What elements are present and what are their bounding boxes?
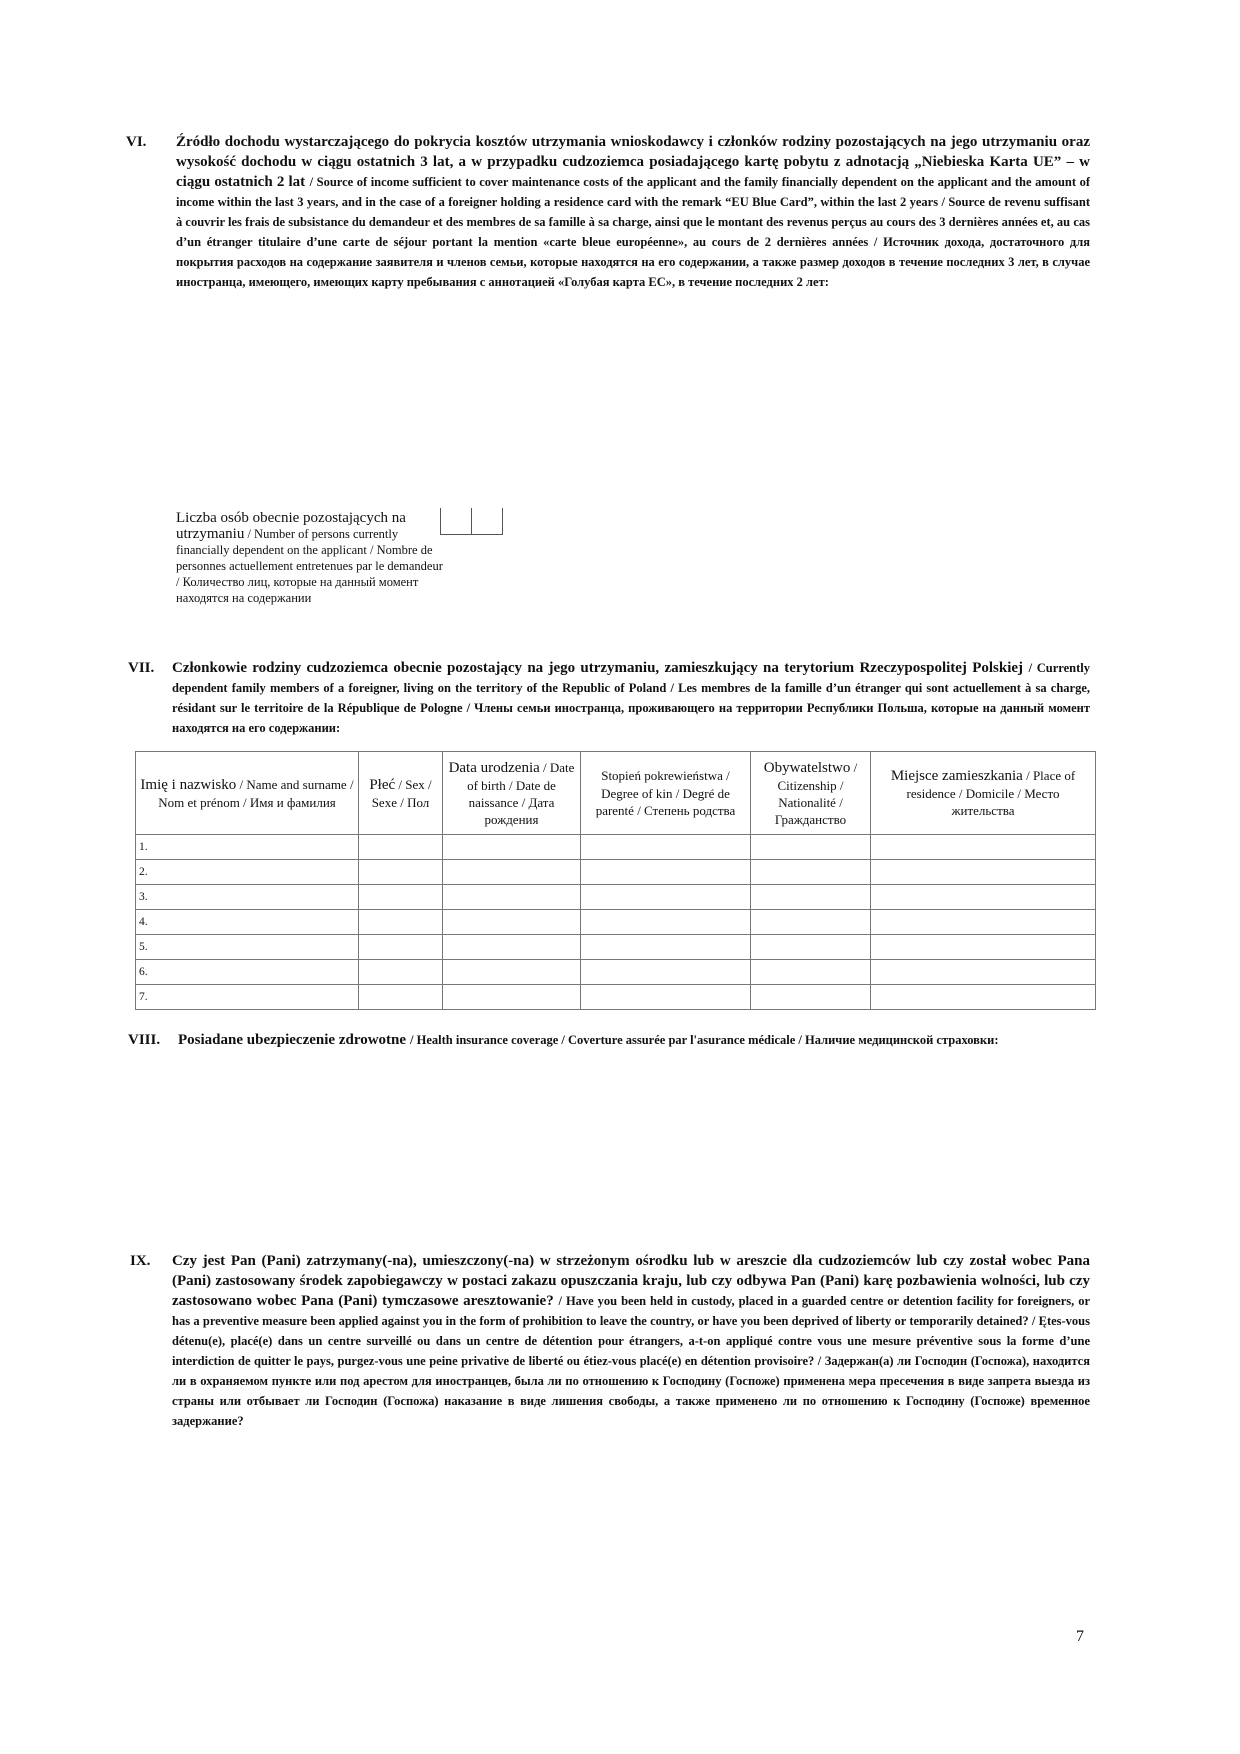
section-title-pl: Posiadane ubezpieczenie zdrowotne xyxy=(178,1032,407,1048)
section-title-translations: / Have you been held in custody, placed in a guarded centre or detention facility for foreigners, or has a preventive measure been applied against you in the form of prohibition to leave the country, or have you been deprived of liberty or temporarily detained? / Ętes-vous détenu(e), placé(e) dans un centre surveillé ou dans un centre de détention pour étrangers, a-t-on appliqué contre vous une mesure préventive sous la forme d’une interdiction de quitter le pays, purgez-vous une peine privative de liberté ou étiez-vous placé(e) en détention provisoire? / Задержан(а) ли Господин (Госпожа), находится ли в охраняемом пункте или под арестом для иностранцев, была ли по отношению к Господину (Госпоже) применена мера пресечения в виде запрета выезда из страны или отбывает ли Господин (Госпожа) наказание в виде лишения свободы, а также применено ли по отношению к Господину (Госпоже) временное задержание? xyxy=(172,1294,1090,1428)
row-number-cell[interactable]: 1. xyxy=(136,835,359,860)
table-cell[interactable] xyxy=(751,985,871,1010)
persons-count-label xyxy=(176,510,446,606)
digit-box[interactable] xyxy=(471,508,502,534)
table-cell[interactable] xyxy=(359,885,443,910)
section-ix xyxy=(130,1251,1090,1431)
table-cell[interactable] xyxy=(443,960,581,985)
row-number-cell[interactable]: 4. xyxy=(136,910,359,935)
table-cell[interactable] xyxy=(871,935,1096,960)
table-cell[interactable] xyxy=(581,885,751,910)
table-cell[interactable] xyxy=(581,935,751,960)
section-title-translations: / Health insurance coverage / Coverture assurée par l'asurance médicale / Наличие медицинской страховки: xyxy=(410,1033,999,1047)
section-viii-text xyxy=(178,1030,1090,1050)
table-cell[interactable] xyxy=(751,885,871,910)
family-members-table xyxy=(135,751,1096,1010)
table-cell[interactable] xyxy=(751,935,871,960)
table-cell[interactable] xyxy=(751,835,871,860)
section-number: VII. xyxy=(128,660,155,676)
table-cell[interactable] xyxy=(581,835,751,860)
header-date-of-birth: Data urodzenia / Date of birth / Date de naissance / Дата рождения xyxy=(443,752,581,835)
table-cell[interactable] xyxy=(581,860,751,885)
table-cell[interactable] xyxy=(581,960,751,985)
section-vii xyxy=(130,658,1090,738)
table-row xyxy=(136,935,1096,960)
table-cell[interactable] xyxy=(443,985,581,1010)
table-cell[interactable] xyxy=(751,960,871,985)
header-name: Imię i nazwisko / Name and surname / Nom et prénom / Имя и фамилия xyxy=(136,752,359,835)
table-cell[interactable] xyxy=(871,985,1096,1010)
row-number-cell[interactable]: 3. xyxy=(136,885,359,910)
section-title-translations: / Source of income sufficient to cover maintenance costs of the applicant and the family financially dependent on the applicant and the amount of income within the last 3 years, and in the case of a foreigner holding a residence card with the remark “EU Blue Card”, within the last 2 years / Source de revenu suffisant à couvrir les frais de subsistance du demandeur et des membres de sa famille à sa charge, ainsi que le montant des revenus perçus au cours des 3 dernières années et, au cas d’un étranger titulaire d’une carte de séjour portant la mention «carte bleue européenne», au cours de 2 dernières années / Источник дохода, достаточного для покрытия расходов на содержание заявителя и членов семьи, которые находятся на его содержании, а также размер доходов в течение последних 3 лет, в случае иностранца, имеющего, имеющих карту пребывания с аннотацией «Голубая карта ЕС», в течение последних 2 лет: xyxy=(176,175,1091,289)
section-ix-text xyxy=(172,1251,1090,1431)
table-cell[interactable] xyxy=(871,860,1096,885)
row-number-cell[interactable]: 5. xyxy=(136,935,359,960)
table-cell[interactable] xyxy=(443,910,581,935)
row-number-cell[interactable]: 6. xyxy=(136,960,359,985)
section-vi-text xyxy=(176,132,1090,292)
section-number: VIII. xyxy=(128,1032,161,1048)
header-sex: Płeć / Sex / Sexe / Пол xyxy=(359,752,443,835)
table-cell[interactable] xyxy=(359,960,443,985)
persons-count-field[interactable] xyxy=(440,508,503,535)
table-row xyxy=(136,860,1096,885)
table-cell[interactable] xyxy=(359,910,443,935)
table-cell[interactable] xyxy=(871,910,1096,935)
section-number: VI. xyxy=(126,134,147,150)
table-header-row xyxy=(136,752,1096,835)
table-cell[interactable] xyxy=(359,935,443,960)
section-title-translations: / Currently dependent family members of a foreigner, living on the territory of the Republic of Poland / Les membres de la famille d’un étranger qui sont actuellement à sa charge, résidant sur le territoire de la République de Pologne / Члены семьи иностранца, проживающего на территории Республики Польша, которые на данный момент находятся на его содержании: xyxy=(172,661,1090,735)
table-row xyxy=(136,985,1096,1010)
header-citizenship: Obywatelstwo / Citizenship / Nationalité / Гражданство xyxy=(751,752,871,835)
table-cell[interactable] xyxy=(751,860,871,885)
table-row xyxy=(136,960,1096,985)
persons-count-label-translations: / Number of persons currently financially dependent on the applicant / Nombre de personnes actuellement entretenues par le demandeur / Количество лиц, которые на данный момент находятся на содержании xyxy=(176,527,443,605)
header-place-of-residence: Miejsce zamieszkania / Place of residence / Domicile / Место жительства xyxy=(871,752,1096,835)
table-cell[interactable] xyxy=(443,885,581,910)
page-number: 7 xyxy=(1076,1628,1084,1645)
row-number-cell[interactable]: 7. xyxy=(136,985,359,1010)
table-row xyxy=(136,835,1096,860)
persons-count-label-pl: Liczba osób obecnie pozostających na utrzymaniu xyxy=(176,510,406,542)
table-cell[interactable] xyxy=(581,910,751,935)
table-cell[interactable] xyxy=(871,960,1096,985)
section-vii-text xyxy=(172,658,1090,738)
table-cell[interactable] xyxy=(871,835,1096,860)
table-cell[interactable] xyxy=(443,935,581,960)
row-number-cell[interactable]: 2. xyxy=(136,860,359,885)
table-cell[interactable] xyxy=(443,860,581,885)
table-cell[interactable] xyxy=(443,835,581,860)
header-degree-of-kin: Stopień pokrewieństwa / Degree of kin / Degré de parenté / Степень родства xyxy=(581,752,751,835)
table-row xyxy=(136,885,1096,910)
table-cell[interactable] xyxy=(871,885,1096,910)
section-vi xyxy=(126,132,1091,292)
table-row xyxy=(136,910,1096,935)
section-title-pl: Czy jest Pan (Pani) zatrzymany(-na), umieszczony(-na) w strzeżonym ośrodku lub w areszcie dla cudzoziemców lub czy został wobec Pana (Pani) zastosowany środek zapobiegawczy w postaci zakazu opuszczania kraju, lub czy odbywa Pan (Pani) karę pozbawienia wolności, lub czy zastosowano wobec Pana (Pani) tymczasowe aresztowanie? xyxy=(172,1253,1090,1309)
table-cell[interactable] xyxy=(751,910,871,935)
section-title-pl: Źródło dochodu wystarczającego do pokrycia kosztów utrzymania wnioskodawcy i członków rodziny pozostających na jego utrzymaniu oraz wysokość dochodu w ciągu ostatnich 3 lat, a w przypadku cudzoziemca posiadającego kartę pobytu z adnotacją „Niebieska Karta UE” – w ciągu ostatnich 2 lat xyxy=(176,134,1090,190)
digit-box[interactable] xyxy=(441,508,471,534)
section-viii xyxy=(130,1030,1090,1050)
table-cell[interactable] xyxy=(359,835,443,860)
section-title-pl: Członkowie rodziny cudzoziemca obecnie pozostający na jego utrzymaniu, zamieszkujący na terytorium Rzeczypospolitej Polskiej xyxy=(172,660,1024,676)
table-cell[interactable] xyxy=(359,985,443,1010)
section-number: IX. xyxy=(130,1253,151,1269)
table-cell[interactable] xyxy=(359,860,443,885)
table-cell[interactable] xyxy=(581,985,751,1010)
